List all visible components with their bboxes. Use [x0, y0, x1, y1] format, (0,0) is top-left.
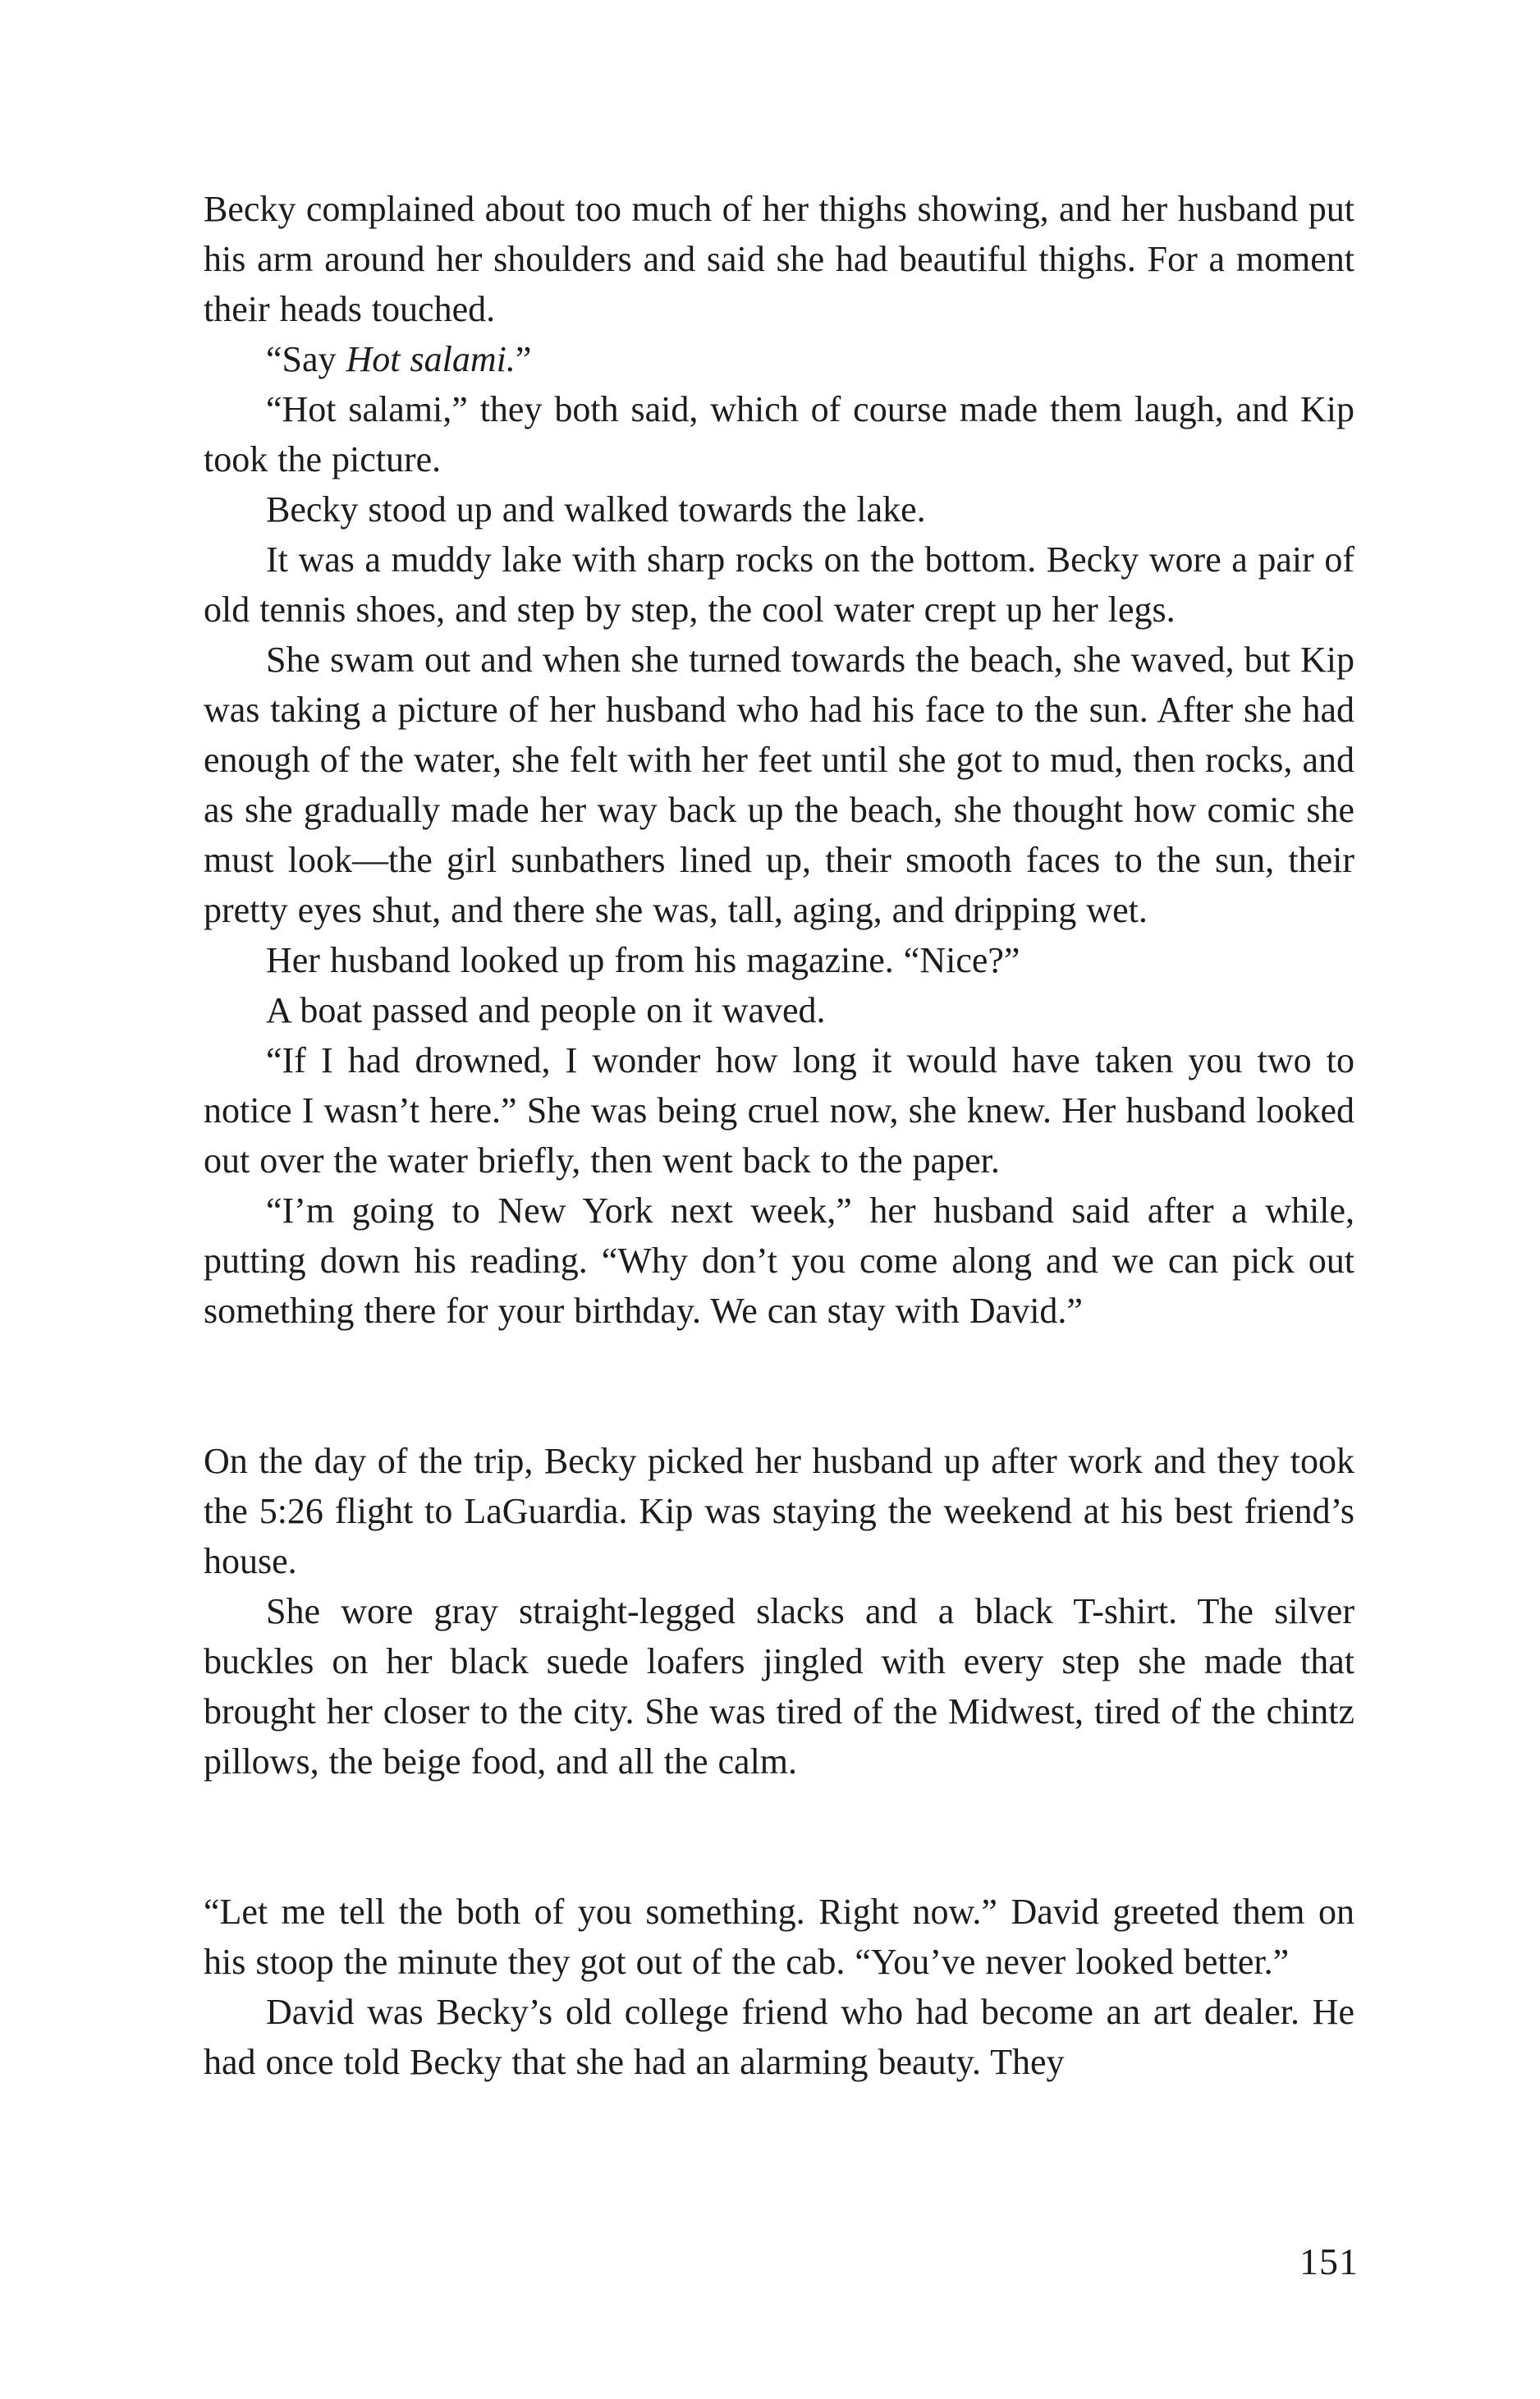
paragraph: “Let me tell the both of you something. Right now.” David greeted them on his stoop the minute they got out of the cab. “You’ve never looked better.”	[204, 1892, 1354, 1982]
section-break	[204, 1787, 1354, 1887]
section-break	[204, 1336, 1354, 1436]
paragraph: She swam out and when she turned towards the beach, she waved, but Kip was taking a picture of her husband who had his face to the sun. After she had enough of the water, she felt with her feet until she got to mud, then rocks, and as she gradually made her way back up the beach, she thought how comic she must look—the girl sunbathers lined up, their smooth faces to the sun, their pretty eyes shut, and there she was, tall, aging, and dripping wet.	[204, 640, 1354, 930]
paragraph: It was a muddy lake with sharp rocks on the bottom. Becky wore a pair of old tennis shoes, and step by step, the cool water crept up her legs.	[204, 539, 1354, 630]
paragraph: Her husband looked up from his magazine. “Nice?”	[266, 940, 1020, 980]
paragraph: David was Becky’s old college friend who had become an art dealer. He had once told Becky that she had an alarming beauty. They	[204, 1992, 1354, 2082]
paragraph: Becky stood up and walked towards the lake.	[266, 489, 926, 530]
paragraph: “Hot salami,” they both said, which of course made them laugh, and Kip took the picture.	[204, 389, 1354, 479]
paragraph	[204, 334, 1354, 384]
text-span: ”	[515, 339, 532, 379]
paragraph: On the day of the trip, Becky picked her husband up after work and they took the 5:26 flight to LaGuardia. Kip was staying the weekend at his best friend’s house.	[204, 1441, 1354, 1581]
paragraph: Becky complained about too much of her thighs showing, and her husband put his arm around her shoulders and said she had beautiful thighs. For a moment their heads touched.	[204, 189, 1354, 329]
paragraph: “I’m going to New York next week,” her husband said after a while, putting down his reading. “Why don’t you come along and we can pick out something there for your birthday. We can stay with David.”	[204, 1190, 1354, 1331]
paragraph: A boat passed and people on it waved.	[266, 990, 826, 1030]
page-number: 151	[1299, 2241, 1359, 2282]
paragraph: “If I had drowned, I wonder how long it would have taken you two to notice I wasn’t here.” She was being cruel now, she knew. Her husband looked out over the water briefly, then went back to the paper.	[204, 1040, 1354, 1181]
paragraph: She wore gray straight-legged slacks and a black T-shirt. The silver buckles on her black suede loafers jingled with every step she made that brought her closer to the city. She was tired of the Midwest, tired of the chintz pillows, the beige food, and all the calm.	[204, 1591, 1354, 1782]
body-text	[204, 184, 1354, 2087]
text-span: “Say	[266, 339, 346, 379]
italic-text: Hot salami.	[346, 339, 516, 379]
